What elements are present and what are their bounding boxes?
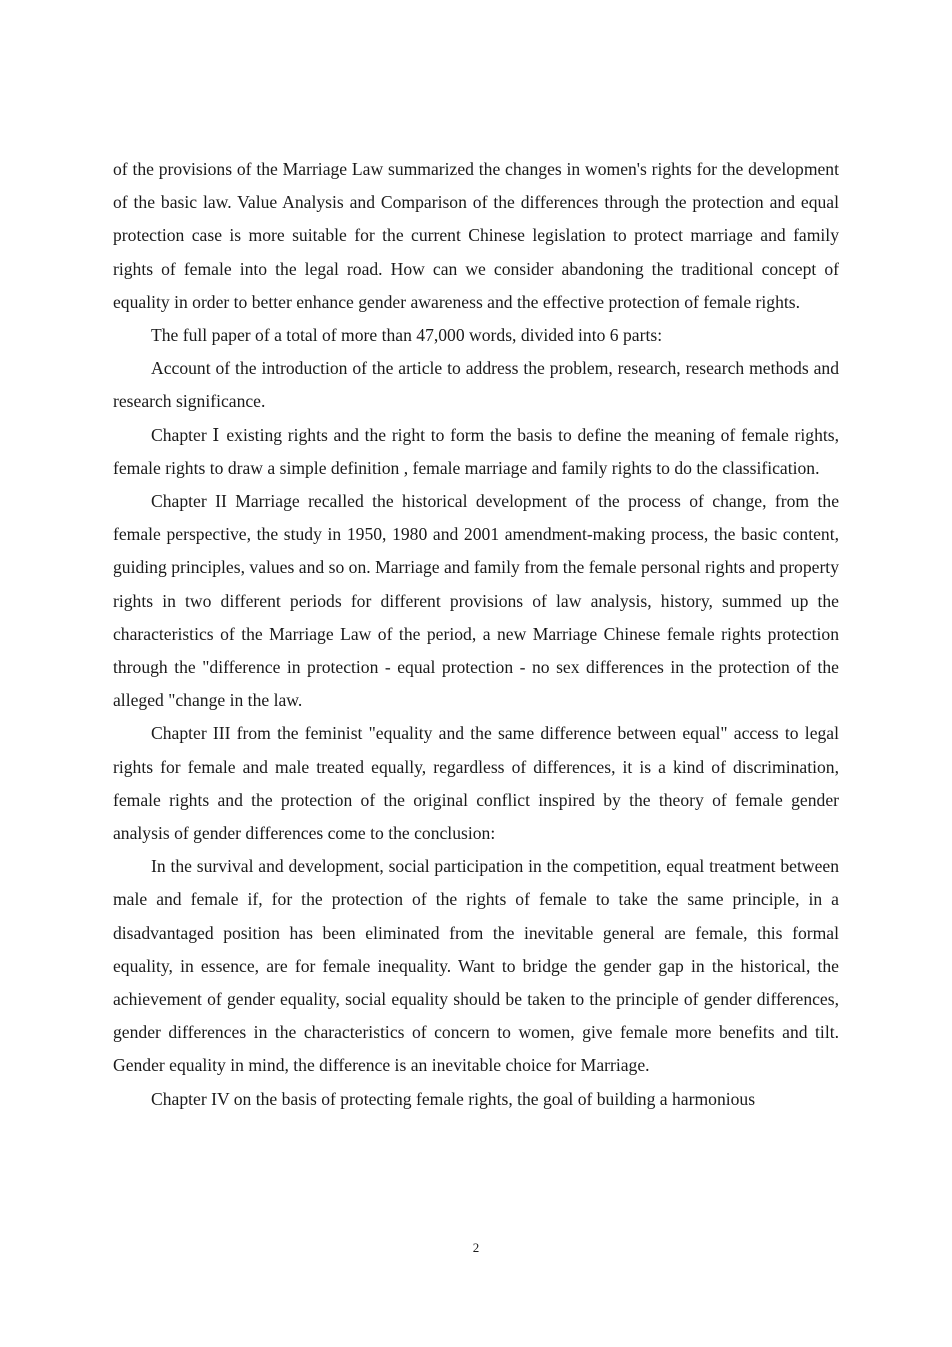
- paragraph-2: The full paper of a total of more than 47,000 words, divided into 6 parts:: [151, 325, 663, 346]
- page-body: [113, 153, 839, 1116]
- paragraph-8: Chapter IV on the basis of protecting female rights, the goal of building a harmonious: [151, 1088, 756, 1109]
- page-number: 2: [472, 1240, 480, 1255]
- paragraph-7: In the survival and development, social participation in the competition, equal treatment between male and female if, for the protection of the rights of female to take the same principle, in a disadvantaged position has been eliminated from the inevitable general are female, this formal equality, in essence, are for female inequality. Want to bridge the gender gap in the historical, the achievement of gender equality, social equality should be taken to the principle of gender differences, gender differences in the characteristics of concern to women, give female more benefits and tilt. Gender equality in mind, the difference is an inevitable choice for Marriage.: [113, 856, 839, 1076]
- paragraph-6: Chapter III from the feminist "equality and the same difference between equal" access to legal rights for female and male treated equally, regardless of differences, it is a kind of discrimination, female rights and the protection of the original conflict inspired by the theory of female gender analysis of gender differences come to the conclusion:: [113, 723, 839, 844]
- paragraph-1: of the provisions of the Marriage Law summarized the changes in women's rights for the development of the basic law. Value Analysis and Comparison of the differences through the protection and equal protection case is more suitable for the current Chinese legislation to protect marriage and family rights of female into the legal road. How can we consider abandoning the traditional concept of equality in order to better enhance gender awareness and the effective protection of female rights.: [113, 159, 839, 312]
- paragraph-3: Account of the introduction of the article to address the problem, research, research methods and research significance.: [113, 358, 839, 412]
- paragraph-5: Chapter II Marriage recalled the historical development of the process of change, from the female perspective, the study in 1950, 1980 and 2001 amendment-making process, the basic content, guiding principles, values and so on. Marriage and family from the female personal rights and property rights in two different periods for different provisions of law analysis, history, summed up the characteristics of the Marriage Law of the period, a new Marriage Chinese female rights protection through the "difference in protection - equal protection - no sex differences in the protection of the alleged "change in the law.: [113, 491, 839, 711]
- paragraph-4: Chapter Ⅰ existing rights and the right to form the basis to define the meaning of female rights, female rights to draw a simple definition , female marriage and family rights to do the classification.: [113, 424, 839, 478]
